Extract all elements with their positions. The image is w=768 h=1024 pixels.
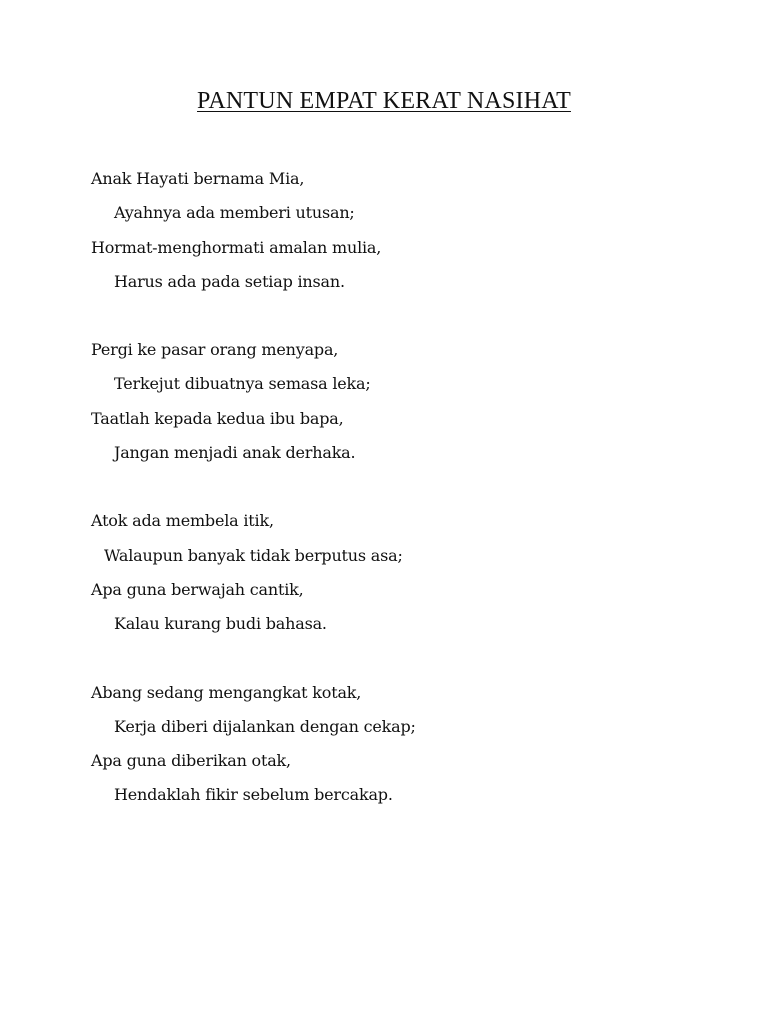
stanza-line: Jangan menjadi anak derhaka.: [114, 443, 356, 463]
stanza-line: Apa guna diberikan otak,: [91, 751, 291, 771]
stanza-line: Harus ada pada setiap insan.: [114, 271, 345, 291]
stanza-line: Ayahnya ada memberi utusan;: [114, 203, 355, 223]
stanza-2: [91, 335, 711, 472]
stanza-line: Apa guna berwajah cantik,: [91, 579, 304, 599]
stanza-line: Taatlah kepada kedua ibu bapa,: [91, 408, 344, 428]
stanza-line: Hendaklah fikir sebelum bercakap.: [114, 785, 393, 805]
stanza-line: Kerja diberi dijalankan dengan cekap;: [114, 716, 416, 736]
stanza-line: Terkejut dibuatnya semasa leka;: [114, 374, 371, 394]
title-text: PANTUN EMPAT KERAT NASIHAT: [197, 88, 571, 114]
stanza-line: Atok ada membela itik,: [91, 511, 274, 531]
stanza-line: Abang sedang mengangkat kotak,: [91, 682, 362, 702]
stanza-3: [91, 506, 711, 643]
stanza-line: Kalau kurang budi bahasa.: [114, 614, 327, 634]
document-title: [0, 86, 768, 116]
stanza-4: [91, 678, 711, 815]
stanza-line: Walaupun banyak tidak berputus asa;: [104, 545, 403, 565]
stanza-1: [91, 164, 711, 301]
stanza-line: Anak Hayati bernama Mia,: [91, 169, 305, 188]
stanza-line: Hormat-menghormati amalan mulia,: [91, 237, 382, 257]
stanza-line: Pergi ke pasar orang menyapa,: [91, 340, 339, 360]
poem-body: [91, 164, 711, 849]
